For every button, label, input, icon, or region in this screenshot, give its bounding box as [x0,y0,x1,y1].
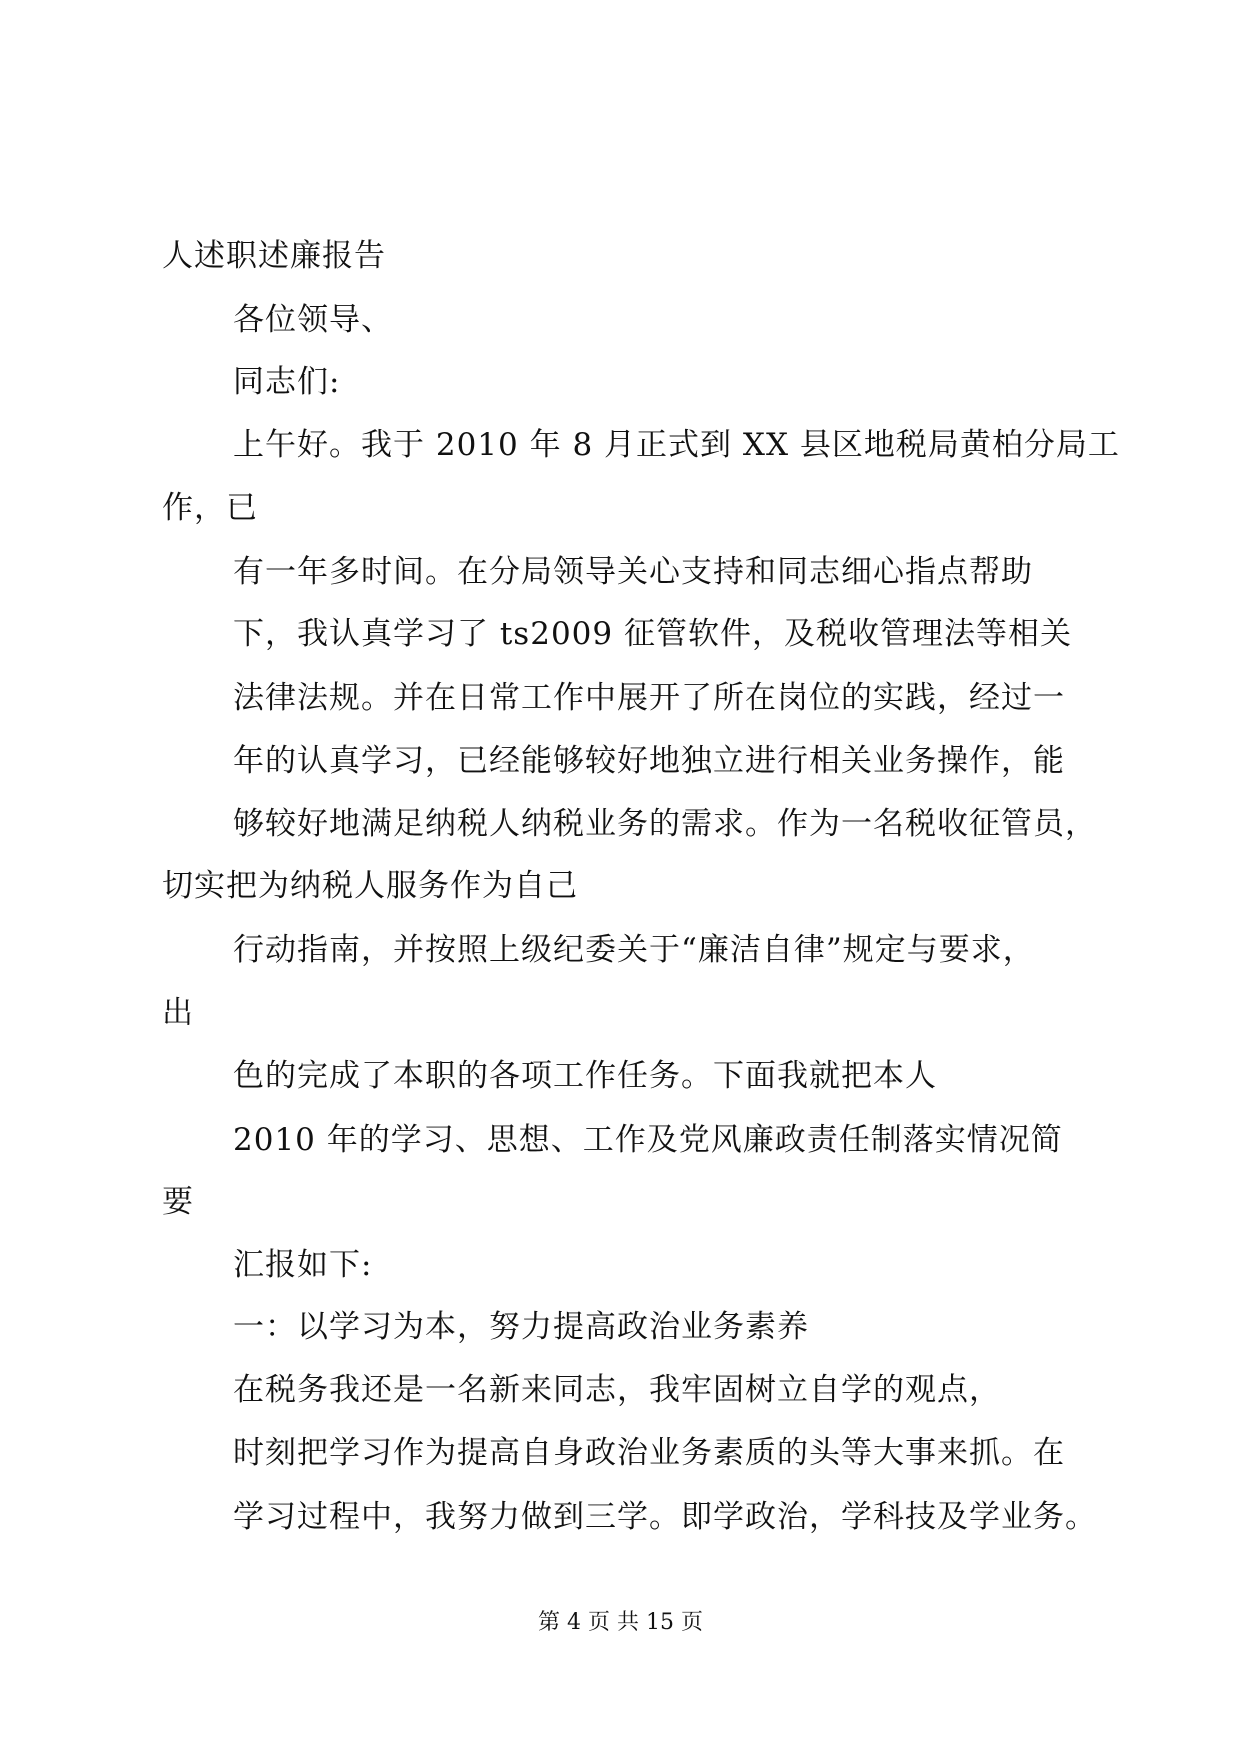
text-line: 够较好地满足纳税人纳税业务的需求。作为一名税收征管员， [233,806,1097,842]
text-line: 作，已 [162,490,258,526]
page-number-footer: 第 4 页 共 15 页 [538,1610,703,1635]
text-line: 切实把为纳税人服务作为自己 [162,868,578,904]
text-line: 各位领导、 [233,302,393,338]
text-line: 年的认真学习，已经能够较好地独立进行相关业务操作，能 [233,743,1065,779]
text-line: 在税务我还是一名新来同志，我牢固树立自学的观点， [233,1372,1001,1408]
text-line: 2010 年的学习、思想、工作及党风廉政责任制落实情况简 [233,1122,1063,1158]
text-line: 人述职述廉报告 [162,238,386,274]
text-line: 学习过程中，我努力做到三学。即学政治，学科技及学业务。 [233,1499,1097,1535]
text-line: 有一年多时间。在分局领导关心支持和同志细心指点帮助 [233,554,1033,590]
text-line: 上午好。我于 2010 年 8 月正式到 XX 县区地税局黄柏分局工 [233,427,1120,463]
section-heading: 一：以学习为本，努力提高政治业务素养 [233,1309,809,1345]
text-line: 出 [162,995,194,1031]
text-line: 时刻把学习作为提高自身政治业务素质的头等大事来抓。在 [233,1435,1065,1471]
text-line: 同志们: [233,364,341,400]
text-line: 法律法规。并在日常工作中展开了所在岗位的实践，经过一 [233,680,1065,716]
text-line: 汇报如下: [233,1247,373,1283]
text-line: 色的完成了本职的各项工作任务。下面我就把本人 [233,1058,937,1094]
text-line: 下，我认真学习了 ts2009 征管软件，及税收管理法等相关 [233,616,1072,652]
text-line: 行动指南，并按照上级纪委关于“廉洁自律”规定与要求， [233,932,1035,968]
text-line: 要 [162,1184,194,1220]
